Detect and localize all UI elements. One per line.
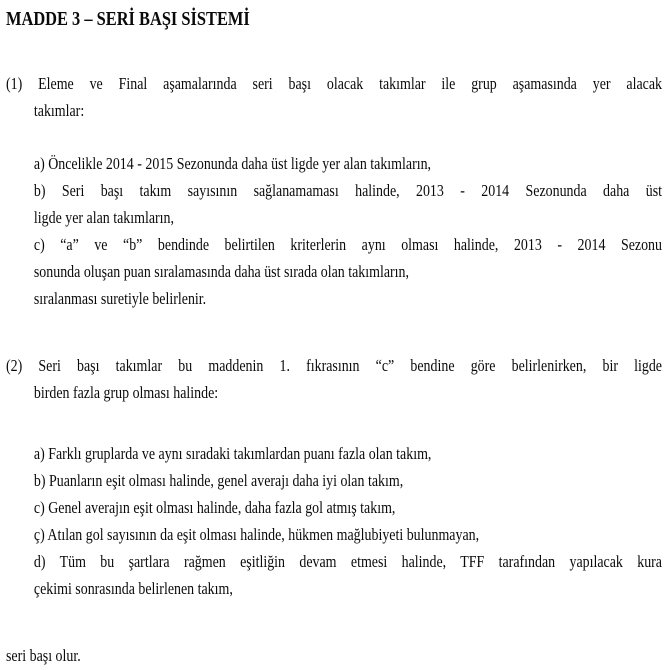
clause-1-line-2: takımlar: (33, 101, 85, 120)
clause-2-criteria-list (34, 440, 662, 602)
clause-1-item-b-line-2: ligde yer alan takımların, (33, 208, 175, 227)
clause-1-criteria-list (34, 150, 662, 312)
clause-2-item-c: c) Genel averajın eşit olması halinde, daha fazla gol atmış takım, (33, 498, 396, 517)
clause-1-item-c-line-2: sonunda oluşan puan sıralamasında daha üst sırada olan takımların, (33, 262, 410, 281)
clause-2 (6, 352, 662, 406)
closing-statement: seri başı olur. (6, 646, 81, 665)
clause-1-line-1: (1) Eleme ve Final aşamalarında seri başı olacak takımlar ile grup aşamasında yer alacak (6, 74, 662, 93)
clause-2-item-a: a) Farklı gruplarda ve aynı sıradaki takımlardan puanı fazla olan takım, (33, 444, 432, 463)
clause-2-item-cc: ç) Atılan gol sayısının da eşit olması halinde, hükmen mağlubiyeti bulunmayan, (33, 525, 480, 544)
clause-1 (6, 70, 662, 124)
article-title: MADDE 3 – SERİ BAŞI SİSTEMİ (6, 8, 250, 30)
clause-2-item-d-line-1: d) Tüm bu şartlara rağmen eşitliğin devam etmesi halinde, TFF tarafından yapılacak kura (33, 552, 662, 571)
clause-2-item-b: b) Puanların eşit olması halinde, genel averajı daha iyi olan takım, (33, 471, 404, 490)
clause-2-line-1: (2) Seri başı takımlar bu maddenin 1. fıkrasının “c” bendine göre belirlenirken, bir ligde (6, 356, 662, 375)
clause-2-item-d-line-2: çekimi sonrasında belirlenen takım, (33, 579, 233, 598)
clause-2-line-2: birden fazla grup olması halinde: (33, 383, 219, 402)
clause-1-item-c-line-1: c) “a” ve “b” bendinde belirtilen kriterlerin aynı olması halinde, 2013 - 2014 Sezonu (33, 235, 662, 254)
clause-1-closing: sıralanması suretiyle belirlenir. (33, 289, 207, 308)
clause-1-item-b-line-1: b) Seri başı takım sayısının sağlanamaması halinde, 2013 - 2014 Sezonunda daha üst (33, 181, 662, 200)
clause-1-item-a: a) Öncelikle 2014 - 2015 Sezonunda daha üst ligde yer alan takımların, (33, 154, 432, 173)
article-content (6, 8, 662, 669)
